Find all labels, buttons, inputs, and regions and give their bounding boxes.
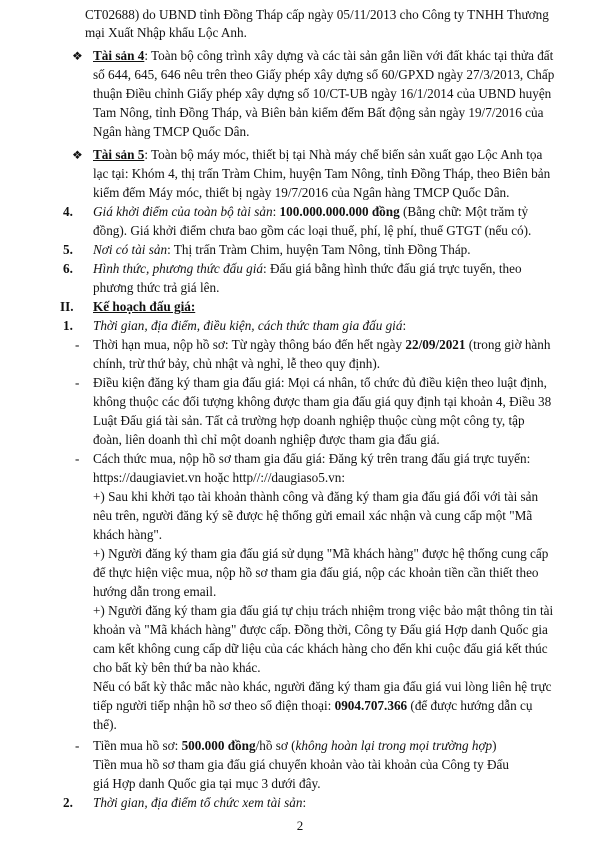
- deadline-line: Thời hạn mua, nộp hồ sơ: Từ ngày thông báo đến hết ngày 22/09/2021 (trong giờ hành: [93, 337, 551, 352]
- text-line: mại Xuất Nhập khẩu Lộc Anh.: [85, 25, 247, 40]
- dash-bullet: -: [75, 337, 80, 352]
- text-line: Nếu có bất kỳ thắc mắc nào khác, người đăng ký tham gia đấu giá vui lòng liên hệ trực: [93, 679, 552, 694]
- text-line: thể).: [93, 717, 117, 732]
- text-line: Tam Nông, tỉnh Đồng Tháp, và Biên bản kiểm đếm Bất động sản ngày 19/7/2016 của: [93, 105, 544, 120]
- text-line: +) Người đăng ký tham gia đấu giá sử dụng "Mã khách hàng" được hệ thống cung cấp: [93, 546, 549, 561]
- asset-4-line: Tài sản 4: Toàn bộ công trình xây dựng và các tài sản gắn liền với đất khác tại thửa đất: [93, 48, 554, 63]
- text-line: lạc tại: Khóm 4, thị trấn Tràm Chim, huyện Tam Nông, tỉnh Đồng Tháp, theo Biên bản: [93, 166, 551, 181]
- section-title: Kế hoạch đấu giá:: [93, 299, 196, 314]
- diamond-bullet-icon: ❖: [72, 49, 83, 63]
- text-line: Điều kiện đăng ký tham gia đấu giá: Mọi cá nhân, tổ chức đủ điều kiện theo luật định,: [93, 375, 547, 390]
- section-number: II.: [60, 299, 74, 314]
- text-line: nêu trên, người đăng ký sẽ được hệ thống gửi email xác nhận và cung cấp một "Mã: [93, 508, 533, 523]
- dash-bullet: -: [75, 738, 80, 753]
- text-line: hướng dẫn trong email.: [93, 584, 217, 599]
- item-number: 2.: [63, 795, 73, 810]
- text-line: đồng). Giá khởi điểm chưa bao gồm các loại thuế, phí, lệ phí, thuế GTGT (nếu có).: [93, 223, 532, 238]
- text-line: Cách thức mua, nộp hồ sơ tham gia đấu giá: Đăng ký trên trang đấu giá trực tuyến:: [93, 451, 531, 466]
- item-number: 4.: [63, 204, 73, 219]
- text-line: khoản và "Mã khách hàng" được cấp. Đồng thời, Công ty Đấu giá Hợp danh Quốc gia: [93, 622, 548, 637]
- text-line: đoàn, liên doanh thì chỉ một doanh nghiệp được tham gia đấu giá.: [93, 432, 440, 447]
- text-line: +) Sau khi khởi tạo tài khoản thành công và đăng ký tham gia đấu giá đối với tài sản: [93, 489, 539, 504]
- website-links[interactable]: https://daugiaviet.vn hoặc http//://daugiaso5.vn:: [93, 470, 345, 485]
- item-number: 6.: [63, 261, 73, 276]
- item-number: 5.: [63, 242, 73, 257]
- text-line: cho bất kỳ bên thứ ba nào khác.: [93, 660, 261, 675]
- dash-bullet: -: [75, 451, 80, 466]
- asset-location-line: Nơi có tài sản: Thị trấn Tràm Chim, huyện Tam Nông, tỉnh Đồng Tháp.: [93, 242, 471, 257]
- text-line: số 644, 645, 646 nêu trên theo Giấy phép xây dựng số 60/GPXD ngày 27/3/2013, Chấp: [93, 67, 555, 82]
- starting-price-line: Giá khởi điểm của toàn bộ tài sản: 100.000.000.000 đồng (Bằng chữ: Một trăm tỷ: [93, 204, 529, 219]
- asset-5-line: Tài sản 5: Toàn bộ máy móc, thiết bị tại Nhà máy chế biến sản xuất gạo Lộc Anh tọa: [93, 147, 543, 162]
- diamond-bullet-icon: ❖: [72, 148, 83, 162]
- text-line: khách hàng".: [93, 527, 163, 542]
- text-line: giá Hợp danh Quốc gia tại mục 3 dưới đây.: [93, 776, 321, 791]
- text-line: không thuộc các đối tượng không được tham gia đấu giá quy định tại khoản 4, Điều 38: [93, 394, 552, 409]
- text-line: chính, trừ thứ bảy, chủ nhật và nghỉ, lễ theo quy định).: [93, 356, 381, 371]
- contact-phone-line: tiếp người tiếp nhận hồ sơ theo số điện thoại: 0904.707.366 (để được hướng dẫn cụ: [93, 698, 533, 713]
- text-line: phương thức trả giá lên.: [93, 280, 220, 295]
- text-line: để thực hiện việc mua, nộp hồ sơ tham gia đấu giá, nộp các khoản tiền cần thiết theo: [93, 565, 539, 580]
- text-line: CT02688) do UBND tỉnh Đồng Tháp cấp ngày 05/11/2013 cho Công ty TNHH Thương: [85, 7, 549, 22]
- text-line: Luật Đấu giá tài sản. Tất cả trường hợp doanh nghiệp thuộc cùng một công ty, tập: [93, 413, 525, 428]
- dossier-fee-line: Tiền mua hồ sơ: 500.000 đồng/hồ sơ (không hoàn lại trong mọi trường hợp): [93, 738, 497, 753]
- item-number: 1.: [63, 318, 73, 333]
- text-line: thuận Điều chỉnh Giấy phép xây dựng số 10/CT-UB ngày 16/1/2014 của UBND huyện: [93, 86, 552, 101]
- page-number: 2: [296, 818, 304, 833]
- text-line: +) Người đăng ký tham gia đấu giá tự chịu trách nhiệm trong việc bảo mật thông tin tài: [93, 603, 554, 618]
- text-line: cam kết không cung cấp dữ liệu của các khách hàng cho đến khi cuộc đấu giá kết thúc: [93, 641, 548, 656]
- text-line: Tiền mua hồ sơ tham gia đấu giá chuyển khoản vào tài khoản của Công ty Đấu: [93, 757, 509, 772]
- subsection-title: Thời gian, địa điểm tổ chức xem tài sản:: [93, 795, 307, 810]
- dash-bullet: -: [75, 375, 80, 390]
- text-line: Ngân hàng TMCP Quốc Dân.: [93, 124, 250, 139]
- text-line: kiểm đếm Máy móc, thiết bị ngày 19/7/2016 của Ngân hàng TMCP Quốc Dân.: [93, 185, 510, 200]
- subsection-title: Thời gian, địa điểm, điều kiện, cách thức tham gia đấu giá:: [93, 318, 407, 333]
- auction-method-line: Hình thức, phương thức đấu giá: Đấu giá bằng hình thức đấu giá trực tuyến, theo: [93, 261, 522, 276]
